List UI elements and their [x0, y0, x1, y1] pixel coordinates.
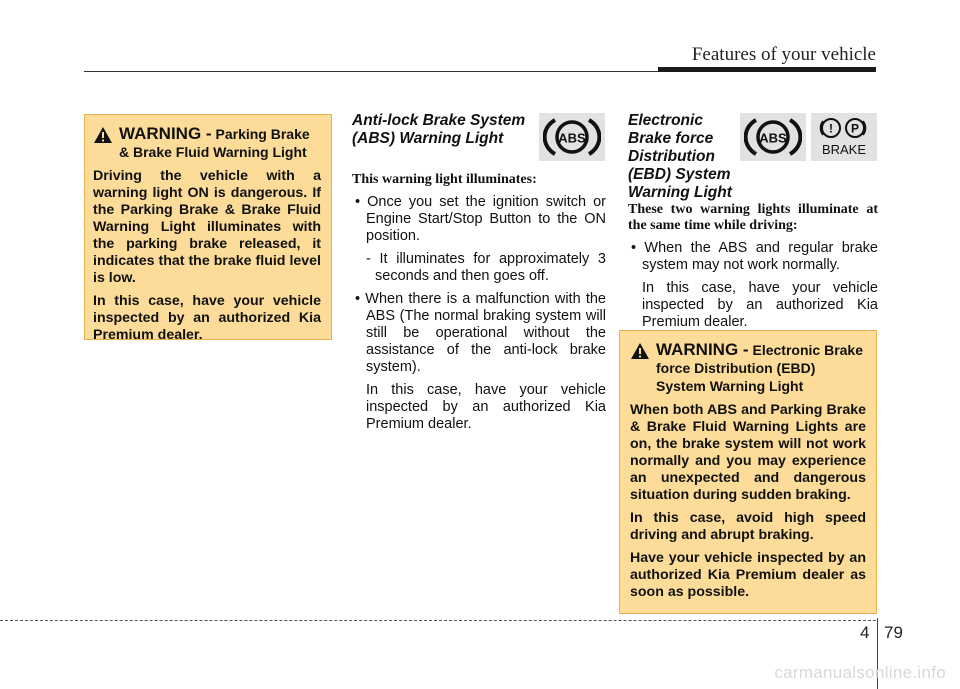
- header-rule-accent: [658, 67, 876, 72]
- warning-box-parking-brake: [84, 114, 332, 343]
- warning-label: WARNING -: [656, 340, 749, 359]
- parking-p-icon: P: [850, 121, 860, 136]
- ebd-bullet-1: • When the ABS and regular brake system may not work normally.: [631, 240, 878, 273]
- brake-icon-label: BRAKE: [821, 142, 867, 157]
- footer-rule: [0, 620, 876, 621]
- abs-bullet-1-text: Once you set the ignition switch or Engine Start/Stop Button to the ON position.: [366, 194, 606, 244]
- warning-paragraph: Driving the vehicle with a warning light ON is dangerous. If the Parking Brake & Brake Fluid Warning Light illuminates with the parking brake released, it indicates that the brake fluid level is low.: [93, 168, 321, 286]
- warning-paragraph: In this case, have your vehicle inspected by an authorized Kia Premium dealer.: [93, 293, 321, 343]
- abs-icon-panel: [539, 113, 605, 161]
- warning-paragraph: When both ABS and Parking Brake & Brake Fluid Warning Lights are on, the brake system will not work normally and you may experience an unexpected and dangerous situation during sudden braking.: [630, 402, 866, 503]
- warning-label: WARNING -: [119, 124, 212, 143]
- warning-box-ebd: [619, 330, 877, 614]
- ebd-intro: These two warning lights illuminate at the same time while driving:: [628, 202, 878, 233]
- abs-icon-label: ABS: [759, 130, 787, 146]
- warning-paragraph: In this case, avoid high speed driving and abrupt braking.: [630, 510, 866, 543]
- parking-brake-warning-icon: [815, 115, 873, 159]
- chapter-number: 4: [860, 623, 870, 642]
- page-number: 79: [884, 623, 903, 642]
- ebd-bullet-1-text: When the ABS and regular brake system may not work normally.: [642, 240, 878, 273]
- ebd-abs-icon-panel: [740, 113, 806, 161]
- abs-warning-icon: [744, 115, 802, 159]
- warning-triangle-icon: [630, 342, 650, 360]
- page-header-title: Features of your vehicle: [691, 44, 876, 65]
- ebd-bullet-1-follow: In this case, have your vehicle inspected by an authorized Kia Premium dealer.: [642, 280, 878, 330]
- warning-subject: Parking Brake & Brake Fluid Warning Light: [119, 126, 310, 160]
- warning-heading: [630, 341, 866, 396]
- watermark: carmanualsonline.info: [774, 663, 946, 682]
- abs-section-body: [352, 172, 606, 433]
- abs-section-title: Anti-lock Brake System (ABS) Warning Light: [352, 112, 526, 147]
- abs-bullet-2-follow: In this case, have your vehicle inspected by an authorized Kia Premium dealer.: [366, 382, 606, 432]
- warning-triangle-icon: [93, 126, 113, 144]
- abs-intro: This warning light illuminates:: [352, 172, 537, 187]
- ebd-section-body: [628, 202, 878, 331]
- brake-icon-panel: [811, 113, 877, 161]
- warning-subject: Electronic Brake force Distribution (EBD) System Warning Light: [656, 342, 863, 394]
- abs-bullet-1-sub: - It illuminates for approximately 3 seconds and then goes off.: [366, 251, 606, 284]
- abs-bullet-1: • Once you set the ignition switch or Engine Start/Stop Button to the ON position.: [355, 194, 606, 244]
- abs-bullet-2-text: When there is a malfunction with the ABS (The normal braking system will still be operational without the assistance of the anti-lock brake system).: [365, 291, 606, 375]
- warning-paragraph: Have your vehicle inspected by an authorized Kia Premium dealer as soon as possible.: [630, 550, 866, 600]
- exclamation-icon: !: [829, 121, 833, 136]
- abs-icon-label: ABS: [558, 130, 586, 146]
- abs-warning-icon: [543, 115, 601, 159]
- warning-heading: [93, 125, 321, 162]
- abs-bullet-2: • When there is a malfunction with the ABS (The normal braking system will still be operational without the assistance of the anti-lock brake system).: [355, 291, 606, 375]
- ebd-section-title: Electronic Brake force Distribution (EBD) System Warning Light: [628, 112, 732, 201]
